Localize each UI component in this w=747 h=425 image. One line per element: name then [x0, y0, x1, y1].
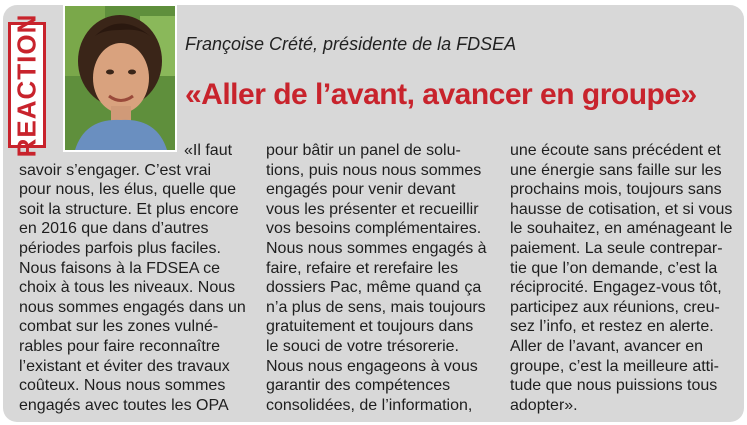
text-line: paiement. La seule contrepar-: [510, 239, 723, 257]
text-line: engagés avec toutes les OPA: [19, 396, 229, 414]
text-line: faire, refaire et rerefaire les: [266, 259, 459, 277]
text-line: groupe, c’est la meilleure atti-: [510, 357, 719, 375]
text-line: périodes parfois plus faciles.: [19, 239, 221, 257]
text-line: l’existant et éviter des travaux: [19, 357, 230, 375]
text-line: tions, puis nous nous sommes: [266, 161, 482, 179]
text-line: le souhaitez, en aménageant le: [510, 220, 733, 238]
portrait-image: [65, 6, 175, 150]
text-line: Nous faisons à la FDSEA ce: [19, 259, 220, 277]
text-line: réciprocité. Engagez-vous tôt,: [510, 279, 722, 297]
portrait-photo: [63, 4, 177, 152]
reaction-tag-label: REACTION: [11, 13, 42, 157]
text-line: Aller de l’avant, avancer en: [510, 337, 703, 355]
reaction-tag: [8, 13, 46, 157]
text-line: hausse de cotisation, et si vous: [510, 200, 733, 218]
text-line: adopter».: [510, 396, 578, 414]
text-line: «Il faut: [184, 142, 233, 159]
text-line: vous les présenter et recueillir: [266, 200, 479, 218]
text-line: choix à tous les niveaux. Nous: [19, 279, 236, 297]
byline: Françoise Crété, présidente de la FDSEA: [185, 34, 517, 54]
text-line: dossiers Pac, même quand ça: [266, 279, 482, 297]
text-line: Nous nous engageons à vous: [266, 357, 478, 375]
text-line: sez l’info, et restez en alerte.: [510, 318, 714, 336]
text-line: tie que l’on demande, c’est la: [510, 259, 718, 277]
text-line: pour nous, les élus, quelle que: [19, 181, 237, 199]
text-line: vos besoins complémentaires.: [266, 220, 482, 238]
text-line: pour bâtir un panel de solu-: [266, 142, 461, 159]
headline: «Aller de l’avant, avancer en groupe»: [185, 78, 697, 111]
text-line: prochains mois, toujours sans: [510, 181, 722, 199]
text-line: coûteux. Nous nous sommes: [19, 377, 226, 395]
text-line: combat sur les zones vulné-: [19, 318, 219, 336]
text-line: participez aux réunions, creu-: [510, 298, 720, 316]
text-line: soit la structure. Et plus encore: [19, 200, 239, 218]
text-column-3: [510, 141, 732, 415]
text-line: n’a plus de sens, mais toujours: [266, 298, 486, 316]
text-column-1: [19, 141, 246, 415]
text-line: le souci de votre trésorerie.: [266, 337, 459, 355]
text-line: consolidées, de l’information,: [266, 396, 473, 414]
text-line: une écoute sans précédent et: [510, 142, 721, 159]
text-line: Nous nous sommes engagés à: [266, 239, 487, 257]
text-line: rables pour faire reconnaître: [19, 337, 220, 355]
text-line: savoir s’engager. C’est vrai: [19, 161, 212, 179]
text-line: gratuitement et toujours dans: [266, 318, 474, 336]
text-line: tude que nous puissions tous: [510, 377, 718, 395]
text-line: garantir des compétences: [266, 377, 451, 395]
text-line: en 2016 que dans d’autres: [19, 220, 209, 238]
text-line: nous sommes engagés dans un: [19, 298, 246, 316]
text-line: une énergie sans faille sur les: [510, 161, 722, 179]
text-line: engagés pour venir devant: [266, 181, 456, 199]
text-column-2: [266, 141, 487, 415]
